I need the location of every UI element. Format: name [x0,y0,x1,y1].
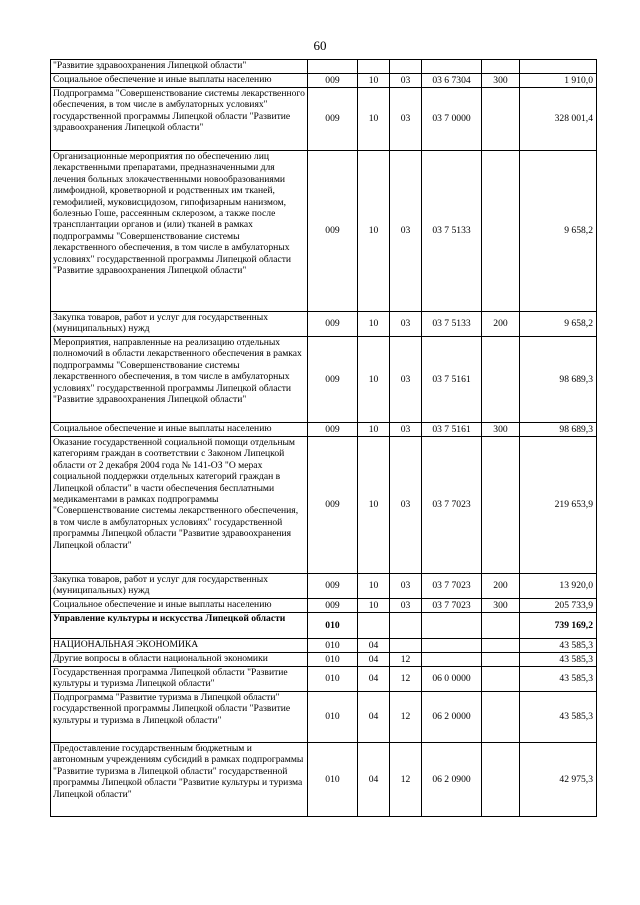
amount-cell: 43 585,3 [520,653,597,667]
table-row [51,574,597,599]
expense-type-cell [482,337,520,423]
section-code-cell: 04 [358,653,390,667]
table-row [51,151,597,312]
amount-cell: 219 653,9 [520,437,597,574]
table-body [51,60,597,817]
expense-type-cell [482,60,520,74]
section-code-cell: 10 [358,88,390,151]
expense-type-cell [482,692,520,743]
amount-cell: 43 585,3 [520,639,597,653]
row-name-cell: Управление культуры и искусства Липецкой области [51,613,308,639]
row-name-cell: Другие вопросы в области национальной экономики [51,653,308,667]
section-code-cell: 10 [358,74,390,88]
ministry-code-cell [308,60,358,74]
ministry-code-cell: 010 [308,653,358,667]
section-code-cell [358,613,390,639]
section-code-cell: 10 [358,574,390,599]
section-code-cell: 10 [358,151,390,312]
ministry-code-cell: 009 [308,437,358,574]
amount-cell [520,60,597,74]
section-code-cell: 10 [358,423,390,437]
row-name-cell: Оказание государственной социальной помощи отдельным категориям граждан в соответствии с Законом Липецкой области от 2 декабря 2004 года № 141-ОЗ "О мерах социальной поддержки отдельных категорий граждан в Липецкой области" в части обеспечения бесплатными медикаментами в рамках подпрограммы "Совершенствование системы лекарственного обеспечения, в том числе в амбулаторных условиях" государственной программы Липецкой области "Развитие здравоохранения Липецкой области" [51,437,308,574]
subsection-code-cell: 03 [390,437,422,574]
expense-type-cell [482,743,520,817]
target-article-cell: 03 7 5133 [422,312,482,337]
amount-cell: 9 658,2 [520,151,597,312]
table-row [51,60,597,74]
target-article-cell: 06 0 0000 [422,667,482,692]
target-article-cell: 03 7 7023 [422,599,482,613]
subsection-code-cell: 03 [390,151,422,312]
subsection-code-cell: 03 [390,74,422,88]
target-article-cell: 06 2 0900 [422,743,482,817]
table-row [51,437,597,574]
row-name-cell: Организационные мероприятия по обеспечению лиц лекарственными препаратами, предназначенными для лечения больных злокачественными новообразованиями лимфоидной, кроветворной и родственных им тканей, гемофилией, муковисцидозом, гипофизарным нанизмом, болезнью Гоше, рассеянным склерозом, а также после трансплантации органов и (или) тканей в рамках подпрограммы "Совершенствование системы лекарственного обеспечения, в том числе в амбулаторных условиях" государственной программы Липецкой области "Развитие здравоохранения Липецкой области" [51,151,308,312]
ministry-code-cell: 009 [308,337,358,423]
subsection-code-cell: 03 [390,599,422,613]
budget-table [50,59,597,817]
table-row [51,653,597,667]
expense-type-cell [482,88,520,151]
row-name-cell: Государственная программа Липецкой области "Развитие культуры и туризма Липецкой области" [51,667,308,692]
table-row [51,599,597,613]
section-code-cell: 10 [358,437,390,574]
subsection-code-cell: 12 [390,667,422,692]
section-code-cell: 10 [358,312,390,337]
table-row [51,639,597,653]
section-code-cell: 10 [358,337,390,423]
row-name-cell: Социальное обеспечение и иные выплаты населению [51,74,308,88]
section-code-cell: 04 [358,743,390,817]
target-article-cell: 03 7 5161 [422,337,482,423]
ministry-code-cell: 010 [308,613,358,639]
table-row [51,337,597,423]
expense-type-cell: 300 [482,599,520,613]
table-row [51,667,597,692]
target-article-cell: 03 7 0000 [422,88,482,151]
ministry-code-cell: 009 [308,574,358,599]
row-name-cell: Закупка товаров, работ и услуг для государственных (муниципальных) нужд [51,574,308,599]
subsection-code-cell [390,60,422,74]
expense-type-cell: 300 [482,74,520,88]
expense-type-cell [482,613,520,639]
subsection-code-cell: 03 [390,574,422,599]
amount-cell: 1 910,0 [520,74,597,88]
target-article-cell: 06 2 0000 [422,692,482,743]
section-code-cell [358,60,390,74]
target-article-cell: 03 7 7023 [422,574,482,599]
section-code-cell: 10 [358,599,390,613]
target-article-cell [422,60,482,74]
ministry-code-cell: 009 [308,151,358,312]
section-code-cell: 04 [358,639,390,653]
expense-type-cell: 200 [482,312,520,337]
ministry-code-cell: 010 [308,667,358,692]
amount-cell: 43 585,3 [520,667,597,692]
expense-type-cell: 200 [482,574,520,599]
row-name-cell: Подпрограмма "Совершенствование системы лекарственного обеспечения, в том числе в амбулаторных условиях" государственной программы Липецкой области "Развитие здравоохранения Липецкой области" [51,88,308,151]
table-row [51,74,597,88]
amount-cell: 13 920,0 [520,574,597,599]
ministry-code-cell: 009 [308,423,358,437]
subsection-code-cell: 03 [390,423,422,437]
row-name-cell: Закупка товаров, работ и услуг для государственных (муниципальных) нужд [51,312,308,337]
page-number: 60 [313,38,327,53]
row-name-cell: "Развитие здравоохранения Липецкой области" [51,60,308,74]
table-row [51,613,597,639]
expense-type-cell [482,151,520,312]
amount-cell: 43 585,3 [520,692,597,743]
amount-cell: 42 975,3 [520,743,597,817]
target-article-cell [422,639,482,653]
row-name-cell: Подпрограмма "Развитие туризма в Липецкой области" государственной программы Липецкой области "Развитие культуры и туризма в Липецкой области" [51,692,308,743]
expense-type-cell [482,653,520,667]
subsection-code-cell: 12 [390,743,422,817]
ministry-code-cell: 010 [308,639,358,653]
amount-cell: 328 001,4 [520,88,597,151]
table-row [51,692,597,743]
amount-cell: 98 689,3 [520,423,597,437]
subsection-code-cell [390,613,422,639]
row-name-cell: Социальное обеспечение и иные выплаты населению [51,599,308,613]
amount-cell: 9 658,2 [520,312,597,337]
target-article-cell: 03 7 5133 [422,151,482,312]
subsection-code-cell: 12 [390,653,422,667]
target-article-cell: 03 6 7304 [422,74,482,88]
subsection-code-cell: 03 [390,88,422,151]
table-row [51,423,597,437]
ministry-code-cell: 010 [308,692,358,743]
subsection-code-cell: 03 [390,312,422,337]
row-name-cell: НАЦИОНАЛЬНАЯ ЭКОНОМИКА [51,639,308,653]
ministry-code-cell: 009 [308,74,358,88]
expense-type-cell [482,437,520,574]
subsection-code-cell: 03 [390,337,422,423]
ministry-code-cell: 010 [308,743,358,817]
expense-type-cell [482,639,520,653]
row-name-cell: Социальное обеспечение и иные выплаты населению [51,423,308,437]
table-row [51,312,597,337]
target-article-cell [422,613,482,639]
target-article-cell [422,653,482,667]
table-row [51,88,597,151]
target-article-cell: 03 7 5161 [422,423,482,437]
target-article-cell: 03 7 7023 [422,437,482,574]
row-name-cell: Предоставление государственным бюджетным и автономным учреждениям субсидий в рамках подпрограммы "Развитие туризма в Липецкой области" государственной программы Липецкой области "Развитие культуры и туризма Липецкой области" [51,743,308,817]
row-name-cell: Мероприятия, направленные на реализацию отдельных полномочий в области лекарственного обеспечения в рамках подпрограммы "Совершенствование системы лекарственного обеспечения, в том числе в амбулаторных условиях" государственной программы Липецкой области "Развитие здравоохранения Липецкой области" [51,337,308,423]
amount-cell: 205 733,9 [520,599,597,613]
amount-cell: 98 689,3 [520,337,597,423]
section-code-cell: 04 [358,667,390,692]
expense-type-cell [482,667,520,692]
expense-type-cell: 300 [482,423,520,437]
ministry-code-cell: 009 [308,599,358,613]
table-row [51,743,597,817]
subsection-code-cell [390,639,422,653]
subsection-code-cell: 12 [390,692,422,743]
ministry-code-cell: 009 [308,88,358,151]
section-code-cell: 04 [358,692,390,743]
ministry-code-cell: 009 [308,312,358,337]
amount-cell: 739 169,2 [520,613,597,639]
